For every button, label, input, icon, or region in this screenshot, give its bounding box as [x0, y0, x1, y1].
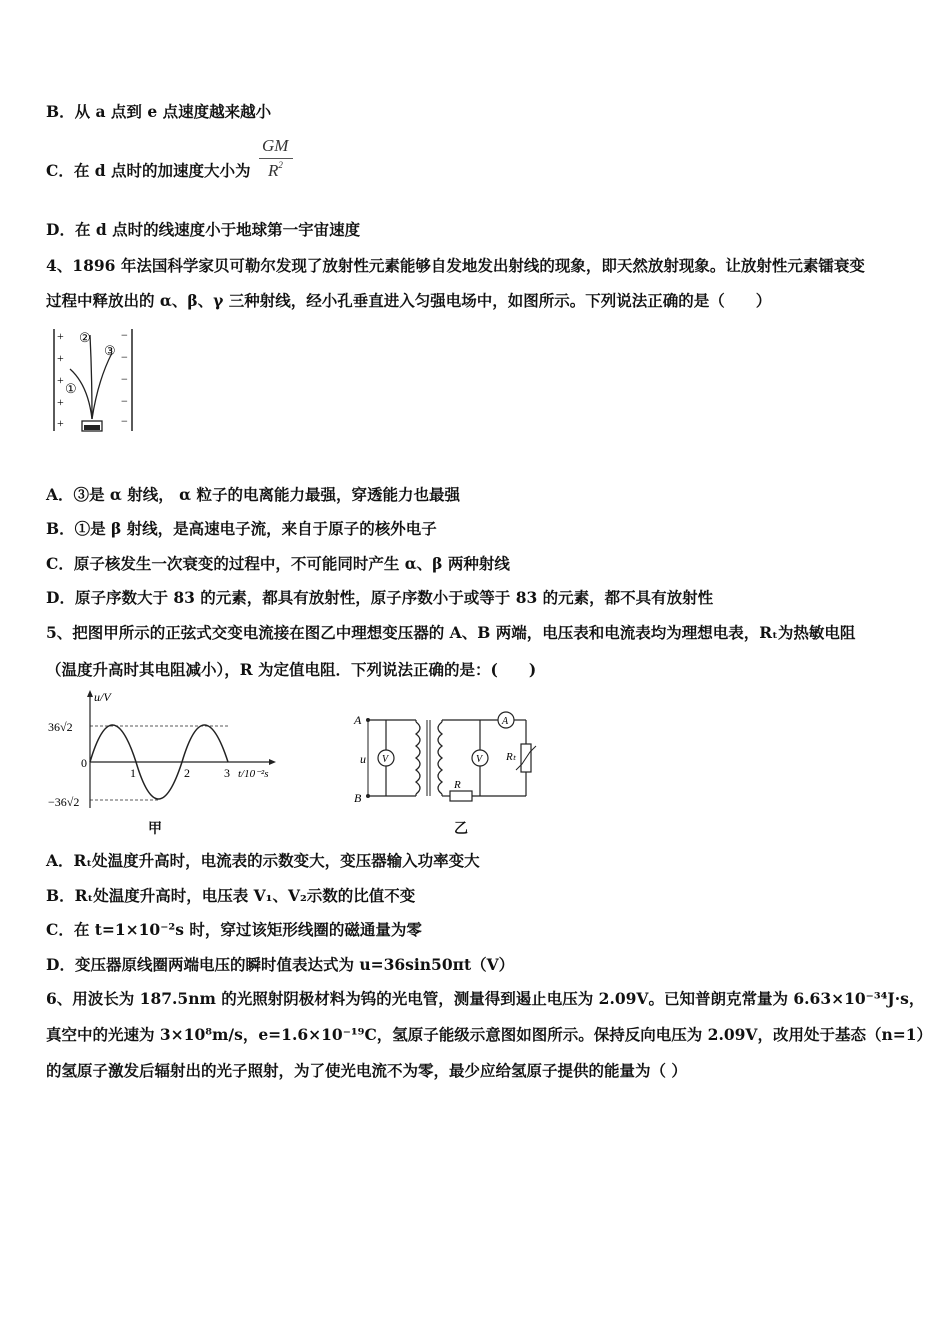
x-axis-label: t/10⁻²s [238, 768, 269, 780]
ray-3-path [92, 353, 112, 419]
q4-option-a: A．③是 α 射线， α 粒子的电离能力最强，穿透能力也最强 [46, 485, 460, 504]
radiation-field-figure [48, 325, 138, 437]
y-axis-label: u/V [94, 690, 111, 704]
minus-sign: − [121, 372, 128, 386]
minus-sign: − [121, 350, 128, 364]
q5-option-b: B．Rₜ处温度升高时，电压表 V₁、V₂示数的比值不变 [46, 886, 416, 905]
terminal-a-label: A [354, 713, 362, 727]
minus-sign: − [121, 328, 128, 342]
q3-fraction-bar [259, 158, 293, 159]
plus-sign: + [57, 351, 64, 365]
x-tick-3: 3 [224, 766, 230, 780]
y-max-label: 36√2 [48, 720, 73, 734]
primary-coil [416, 722, 420, 794]
q5-stem-line1: 5、把图甲所示的正弦式交变电流接在图乙中理想变压器的 A、B 两端，电压表和电流表均为理想电表，Rₜ为热敏电阻 [46, 623, 856, 642]
q6-stem-line1: 6、用波长为 187.5nm 的光照射阴极材料为钨的光电管，测量得到遏止电压为 2.09V。已知普朗克常量为 6.63×10⁻³⁴J·s， [46, 989, 925, 1008]
q4-stem-line2: 过程中释放出的 α、β、γ 三种射线，经小孔垂直进入匀强电场中，如图所示。下列说法正确的是（ ） [46, 291, 772, 310]
x-tick-1: 1 [130, 766, 136, 780]
radium-sample [84, 425, 100, 430]
svg-text:V: V [476, 754, 483, 765]
plus-sign: + [57, 329, 64, 343]
q4-option-c: C．原子核发生一次衰变的过程中，不可能同时产生 α、β 两种射线 [46, 554, 510, 573]
plus-sign: + [57, 395, 64, 409]
q6-stem-line2: 真空中的光速为 3×10⁸m/s，e=1.6×10⁻¹⁹C，氢原子能级示意图如图所示。保持反向电压为 2.09V，改用处于基态（n=1） [46, 1025, 933, 1044]
x-tick-2: 2 [184, 766, 190, 780]
resistor-r [450, 791, 472, 801]
plus-sign: + [57, 416, 64, 430]
q4-option-d: D．原子序数大于 83 的元素，都具有放射性，原子序数小于或等于 83 的元素，都不具有放射性 [46, 588, 714, 607]
figure-jia-caption: 甲 [148, 821, 162, 837]
q4-option-b: B．①是 β 射线，是高速电子流，来自于原子的核外电子 [46, 519, 437, 538]
ray-3-label: ③ [104, 343, 116, 358]
q3-fraction-numerator: GM [262, 136, 289, 155]
q5-stem-line2: （温度升高时其电阻减小），R 为定值电阻．下列说法正确的是：( ) [46, 660, 537, 679]
sine-wave-figure [44, 688, 284, 816]
transformer-circuit-figure [350, 708, 540, 808]
resistor-label: R [454, 779, 461, 791]
minus-sign: − [121, 414, 128, 428]
ray-1-label: ① [65, 381, 77, 396]
q3-option-d: D．在 d 点时的线速度小于地球第一宇宙速度 [46, 220, 361, 239]
q6-stem-line3: 的氢原子激发后辐射出的光子照射，为了使光电流不为零，最少应给氢原子提供的能量为（ ） [46, 1061, 687, 1080]
plus-sign: + [57, 373, 64, 387]
q5-option-a: A．Rₜ处温度升高时，电流表的示数变大，变压器输入功率变大 [46, 851, 480, 870]
q3-option-b: B．从 a 点到 e 点速度越来越小 [46, 102, 272, 121]
svg-text:A: A [502, 716, 509, 727]
y-min-label: −36√2 [48, 795, 80, 809]
q5-option-c: C．在 t=1×10⁻²s 时，穿过该矩形线圈的磁通量为零 [46, 920, 422, 939]
thermistor-label: Rₜ [506, 751, 516, 763]
origin-label: 0 [81, 756, 87, 770]
terminal-b-label: B [354, 791, 362, 805]
secondary-coil [438, 722, 442, 794]
voltage-u-label: u [360, 752, 366, 766]
q5-option-d: D．变压器原线圈两端电压的瞬时值表达式为 u=36sin50πt（V） [46, 955, 515, 974]
ray-2-label: ② [79, 330, 91, 345]
figure-yi-caption: 乙 [454, 821, 468, 837]
q4-stem-line1: 4、1896 年法国科学家贝可勒尔发现了放射性元素能够自发地发出射线的现象，即天然放射现象。让放射性元素镭衰变 [46, 256, 865, 275]
q3-option-c: C．在 d 点时的加速度大小为 [46, 161, 251, 180]
minus-sign: − [121, 394, 128, 408]
q3-fraction-denominator: $R^2$ [268, 160, 283, 180]
svg-text:V: V [382, 754, 389, 765]
